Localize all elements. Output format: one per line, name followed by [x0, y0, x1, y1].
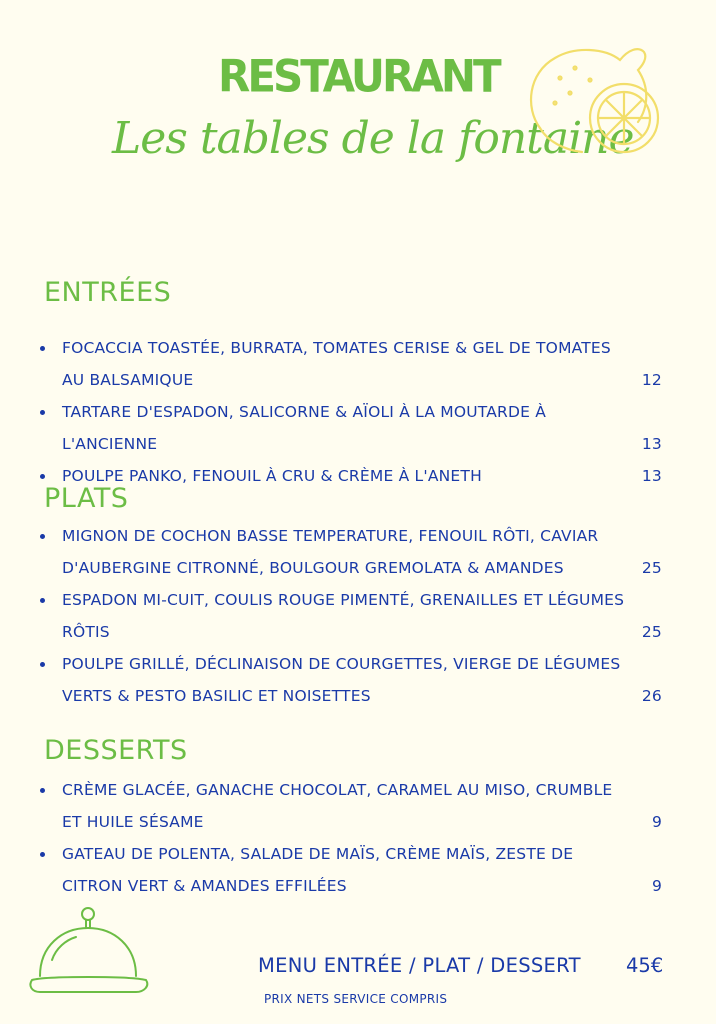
- list-item: [34, 838, 674, 902]
- item-name: TARTARE D'ESPADON, SALICORNE & AÏOLI À LA MOUTARDE À L'ANCIENNE: [62, 403, 547, 453]
- item-name: GATEAU DE POLENTA, SALADE DE MAÏS, CRÈME MAÏS, ZESTE DE CITRON VERT & AMANDES EFFILÉES: [62, 845, 574, 895]
- desserts-list: [34, 774, 674, 902]
- section-title-plats: PLATS: [44, 483, 129, 514]
- item-name: POULPE GRILLÉ, DÉCLINAISON DE COURGETTES, VIERGE DE LÉGUMES VERTS & PESTO BASILIC ET NOISETTES: [62, 655, 621, 705]
- menu-label: MENU ENTRÉE / PLAT / DESSERT: [258, 954, 581, 977]
- item-price: 12: [641, 371, 662, 389]
- item-name: MIGNON DE COCHON BASSE TEMPERATURE, FENOUIL RÔTI, CAVIAR D'AUBERGINE CITRONNÉ, BOULGOUR GREMOLATA & AMANDES: [62, 527, 599, 577]
- item-price: 13: [641, 435, 662, 453]
- item-name: POULPE PANKO, FENOUIL À CRU & CRÈME À L'ANETH: [62, 467, 482, 485]
- restaurant-name: Les tables de la fontaine: [112, 113, 634, 164]
- lemon-icon: [520, 38, 670, 168]
- item-price: 9: [651, 813, 662, 831]
- section-title-desserts: DESSERTS: [44, 735, 188, 766]
- menu-price: 45€: [626, 954, 664, 977]
- item-price: 9: [651, 877, 662, 895]
- list-item: [34, 584, 674, 648]
- footnote: PRIX NETS SERVICE COMPRIS: [264, 992, 448, 1006]
- restaurant-word: RESTAURANT: [218, 50, 499, 103]
- list-item: [34, 520, 674, 584]
- list-item: [34, 774, 674, 838]
- item-name: FOCACCIA TOASTÉE, BURRATA, TOMATES CERISE & GEL DE TOMATES AU BALSAMIQUE: [62, 339, 611, 389]
- list-item: [34, 396, 674, 460]
- list-item: [34, 648, 674, 712]
- section-title-entrees: ENTRÉES: [44, 277, 172, 308]
- entrees-list: [34, 332, 674, 492]
- plats-list: [34, 520, 674, 712]
- item-price: 25: [641, 623, 662, 641]
- list-item: [34, 460, 674, 492]
- item-name: CRÈME GLACÉE, GANACHE CHOCOLAT, CARAMEL AU MISO, CRUMBLE ET HUILE SÉSAME: [62, 781, 613, 831]
- item-price: 26: [641, 687, 662, 705]
- list-item: [34, 332, 674, 396]
- cloche-icon: [26, 904, 152, 1000]
- item-price: 13: [641, 467, 662, 485]
- item-name: ESPADON MI-CUIT, COULIS ROUGE PIMENTÉ, GRENAILLES ET LÉGUMES RÔTIS: [62, 591, 625, 641]
- item-price: 25: [641, 559, 662, 577]
